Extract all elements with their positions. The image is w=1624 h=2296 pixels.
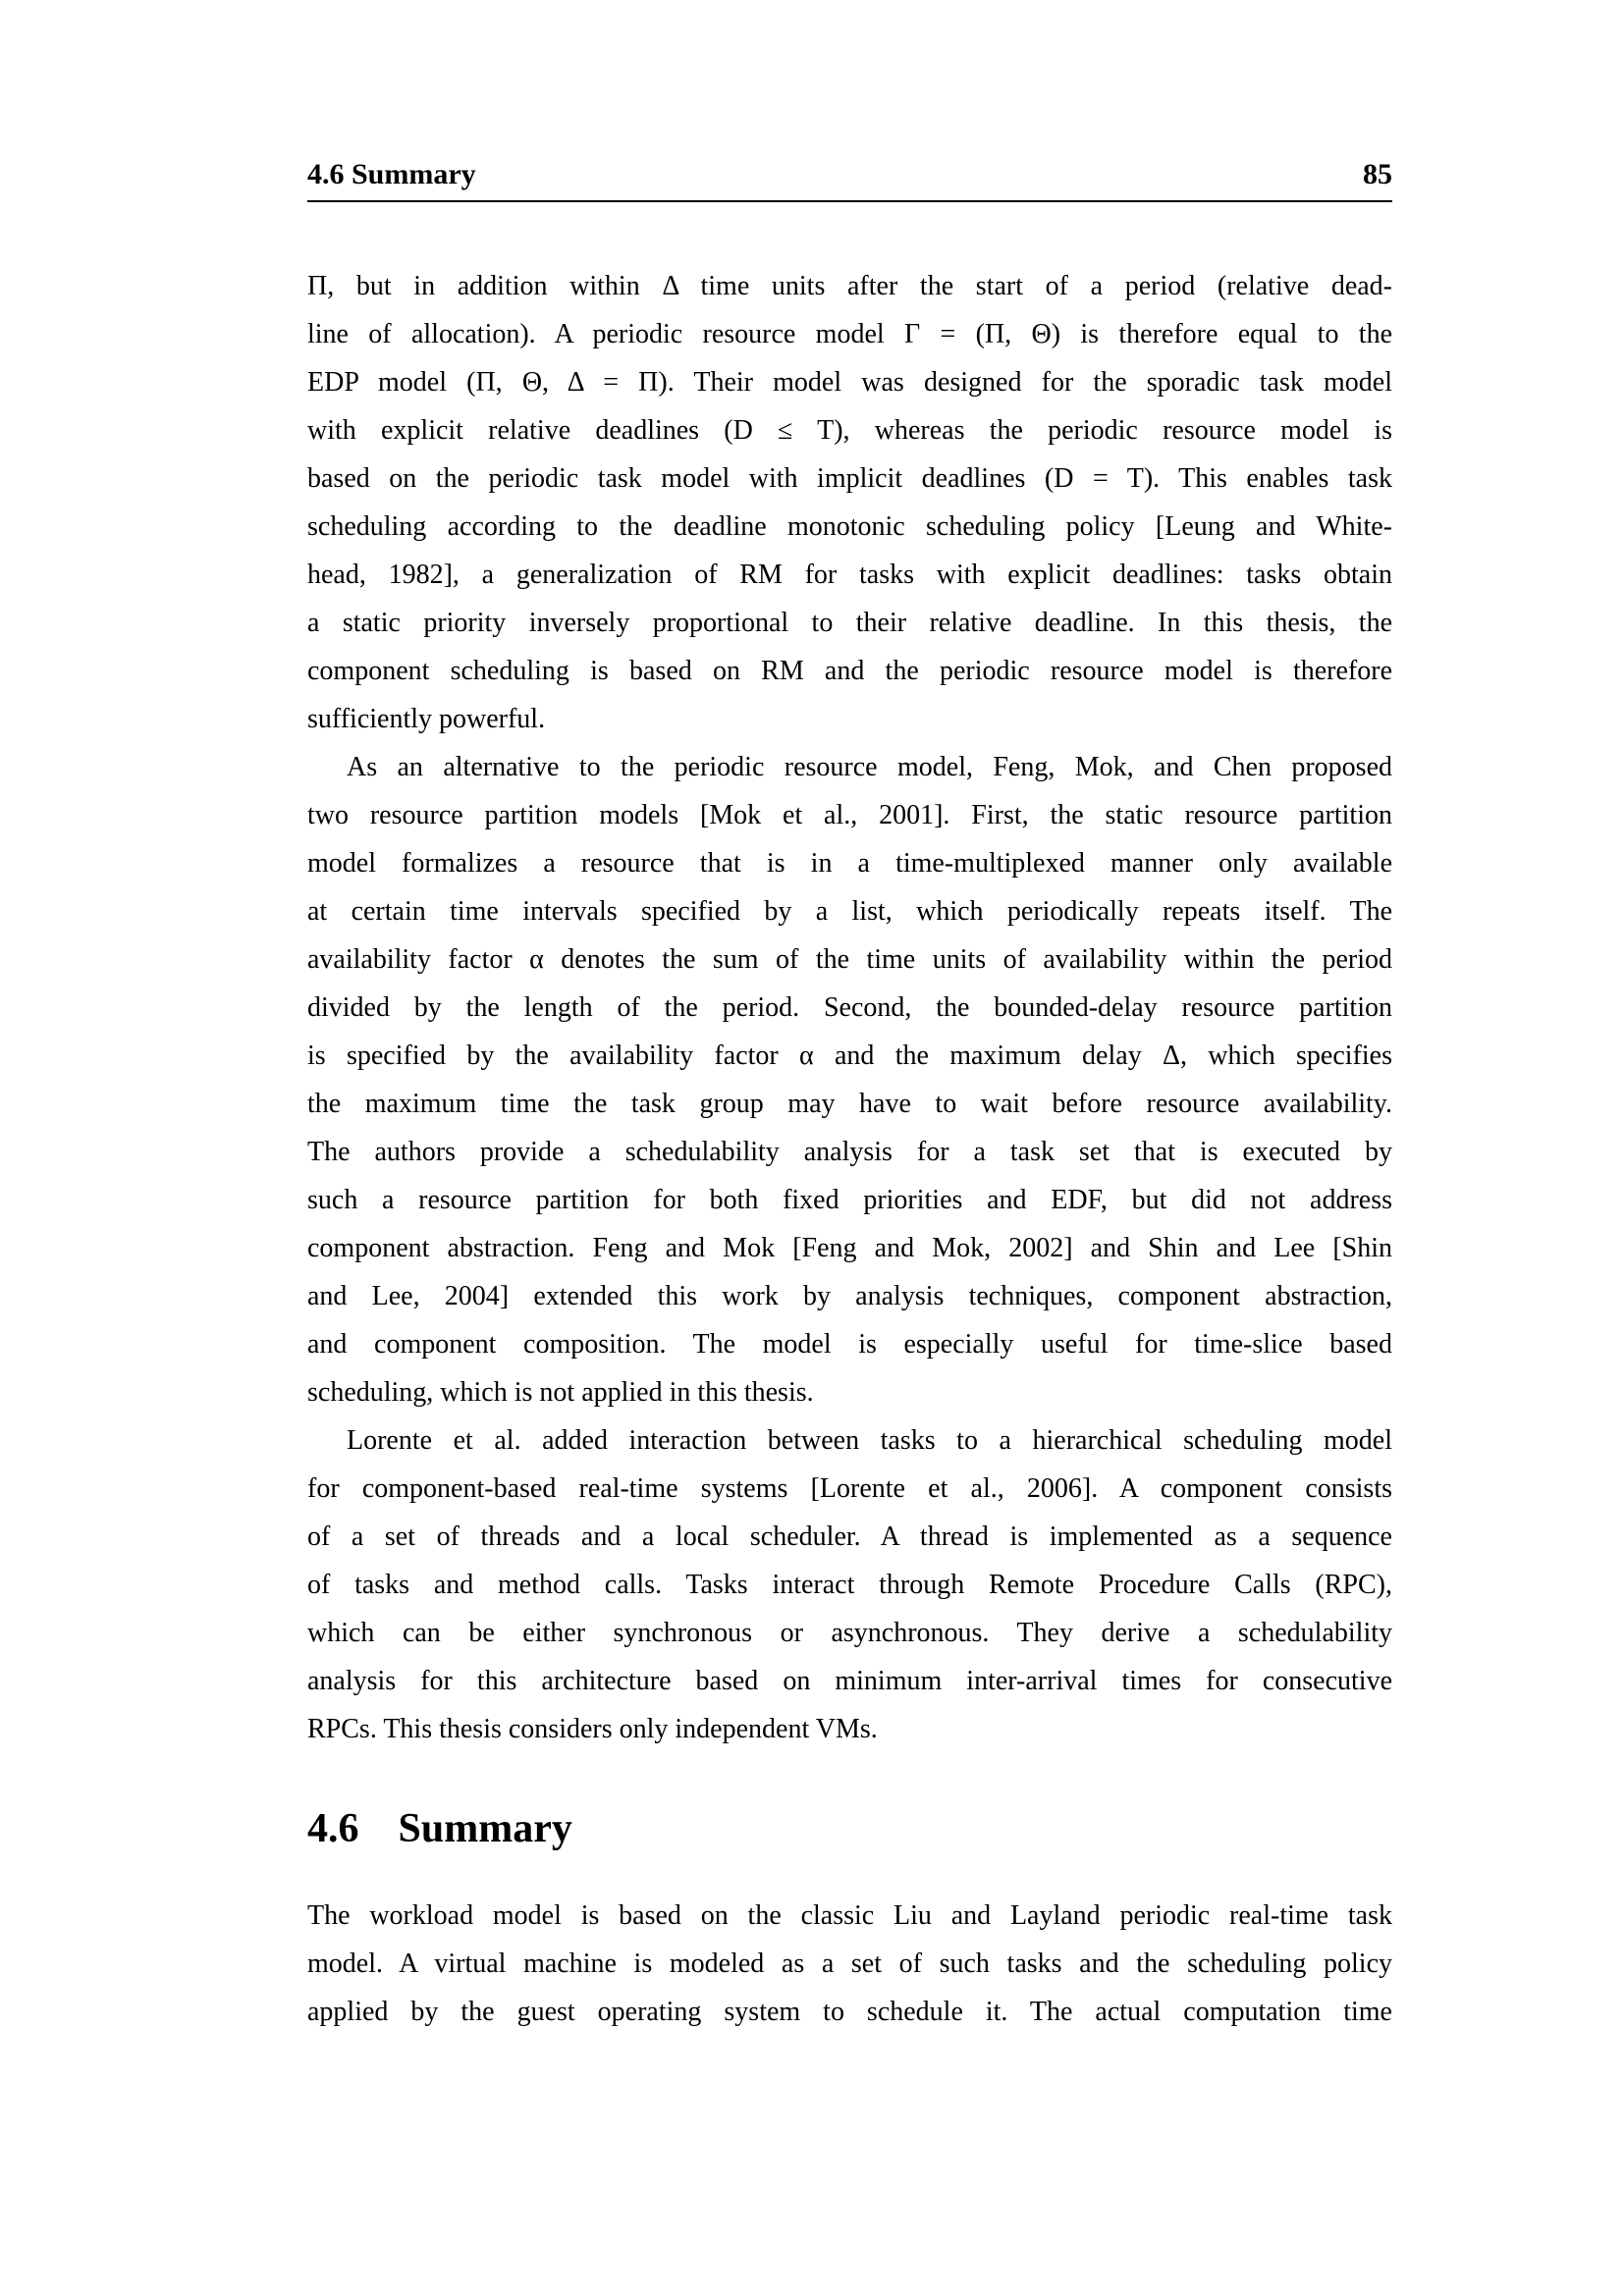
text-line: and Lee, 2004] extended this work by analysis techniques, component abstraction,	[307, 1281, 1392, 1311]
text-line: scheduling, which is not applied in this thesis.	[307, 1377, 814, 1408]
text-line: model. A virtual machine is modeled as a set of such tasks and the scheduling policy	[307, 1949, 1392, 1979]
section-title: Summary	[398, 1806, 572, 1851]
paragraph	[307, 1416, 1392, 1753]
text-line: of a set of threads and a local scheduler. A thread is implemented as a sequence	[307, 1522, 1392, 1552]
text-line: model formalizes a resource that is in a time-multiplexed manner only available	[307, 848, 1392, 879]
text-line: Π, but in addition within Δ time units after the start of a period (relative dead-	[307, 271, 1392, 301]
text-line: with explicit relative deadlines (D ≤ T), whereas the periodic resource model is	[307, 415, 1392, 446]
text-line: line of allocation). A periodic resource model Γ = (Π, Θ) is therefore equal to the	[307, 319, 1392, 349]
text-line: scheduling according to the deadline monotonic scheduling policy [Leung and White-	[307, 511, 1392, 542]
text-line: is specified by the availability factor α and the maximum delay Δ, which specifies	[307, 1041, 1392, 1071]
text-line: two resource partition models [Mok et al., 2001]. First, the static resource partition	[307, 800, 1392, 830]
text-line: sufficiently powerful.	[307, 704, 546, 734]
text-line: head, 1982], a generalization of RM for tasks with explicit deadlines: tasks obtain	[307, 560, 1392, 590]
text-line: availability factor α denotes the sum of the time units of availability within the period	[307, 944, 1392, 975]
text-line: applied by the guest operating system to schedule it. The actual computation time	[307, 1997, 1392, 2027]
text-line: analysis for this architecture based on minimum inter-arrival times for consecutive	[307, 1666, 1392, 1696]
text-line: The workload model is based on the classic Liu and Layland periodic real-time task	[307, 1900, 1392, 1931]
text-line: RPCs. This thesis considers only independent VMs.	[307, 1714, 878, 1744]
paragraph	[307, 262, 1392, 743]
text-line: the maximum time the task group may have to wait before resource availability.	[307, 1089, 1392, 1119]
text-line: of tasks and method calls. Tasks interact through Remote Procedure Calls (RPC),	[307, 1570, 1392, 1600]
paragraph	[307, 743, 1392, 1416]
text-line: Lorente et al. added interaction between tasks to a hierarchical scheduling model	[347, 1425, 1392, 1456]
text-line: The authors provide a schedulability analysis for a task set that is executed by	[307, 1137, 1392, 1167]
text-line: component abstraction. Feng and Mok [Feng and Mok, 2002] and Shin and Lee [Shin	[307, 1233, 1392, 1263]
text-line: and component composition. The model is especially useful for time-slice based	[307, 1329, 1392, 1360]
text-line: which can be either synchronous or asynchronous. They derive a schedulability	[307, 1618, 1392, 1648]
text-line: a static priority inversely proportional to their relative deadline. In this thesis, the	[307, 608, 1392, 638]
section-number: 4.6	[307, 1806, 359, 1851]
page-body	[307, 262, 1392, 2036]
section-heading	[307, 1805, 1392, 1852]
text-line: component scheduling is based on RM and the periodic resource model is therefore	[307, 656, 1392, 686]
page-number: 85	[1363, 158, 1392, 190]
text-line: based on the periodic task model with implicit deadlines (D = T). This enables task	[307, 463, 1392, 494]
text-line: such a resource partition for both fixed priorities and EDF, but did not address	[307, 1185, 1392, 1215]
text-line: divided by the length of the period. Second, the bounded-delay resource partition	[307, 992, 1392, 1023]
running-header	[307, 158, 1392, 202]
text-line: EDP model (Π, Θ, Δ = Π). Their model was designed for the sporadic task model	[307, 367, 1392, 398]
text-line: at certain time intervals specified by a list, which periodically repeats itself. The	[307, 896, 1392, 927]
running-header-title: 4.6 Summary	[307, 158, 476, 190]
paragraph	[307, 1892, 1392, 2036]
text-line: As an alternative to the periodic resource model, Feng, Mok, and Chen proposed	[347, 752, 1392, 782]
text-line: for component-based real-time systems [Lorente et al., 2006]. A component consists	[307, 1473, 1392, 1504]
